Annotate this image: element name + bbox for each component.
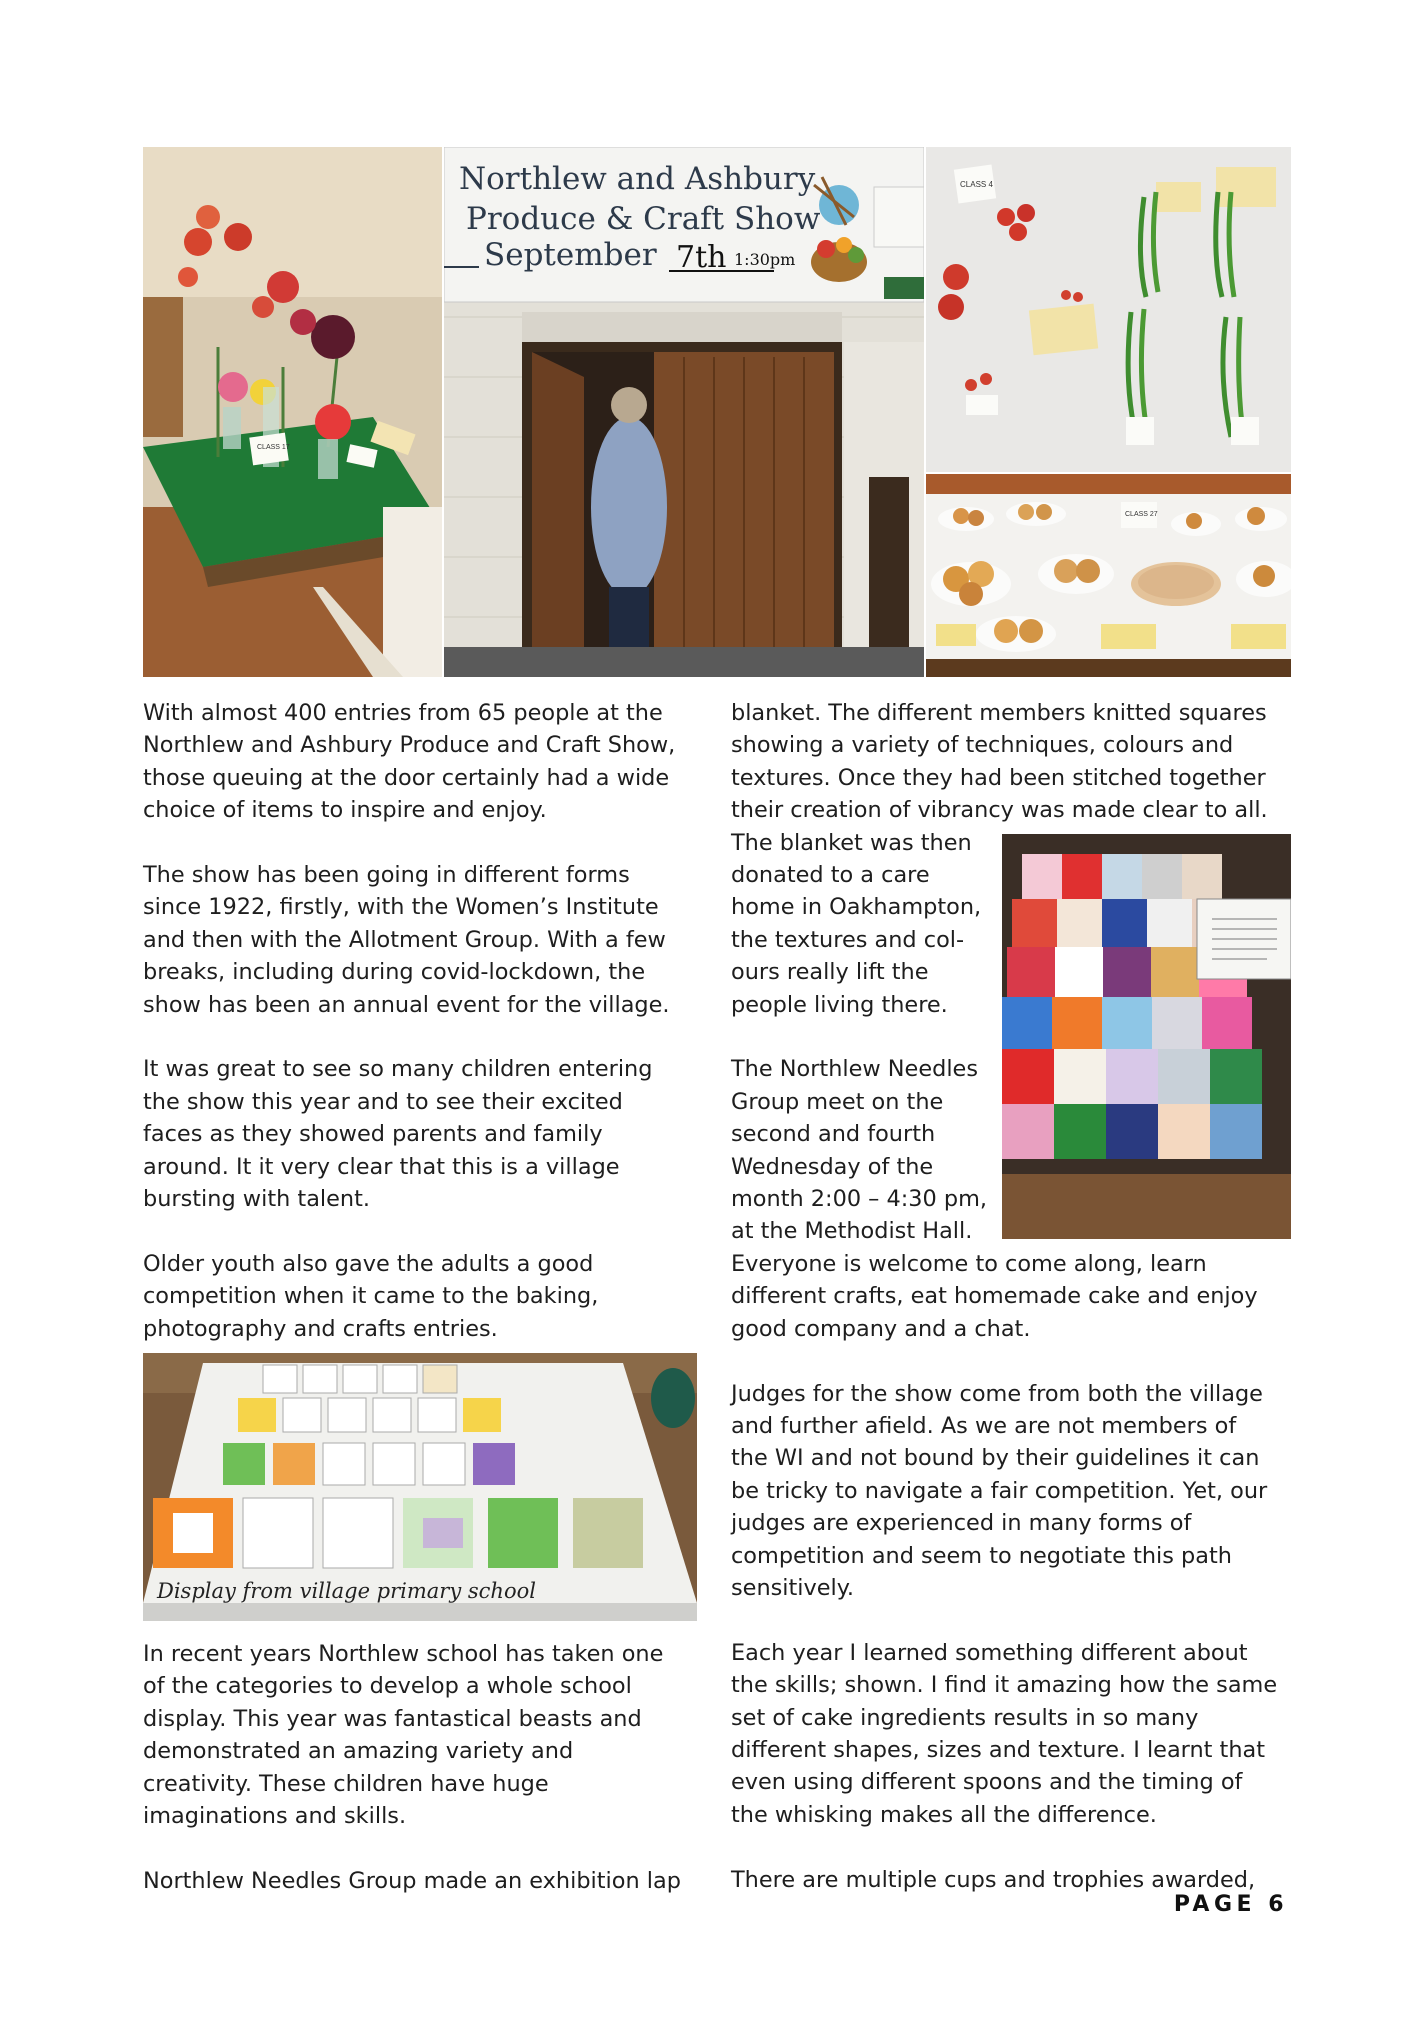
children-paragraph: It was great to see so many children entering the show this year and to see their excited faces as they showed parents and family around. It it very clear that this is a village bursting with talent. bbox=[143, 1056, 653, 1213]
cakes-photo bbox=[926, 474, 1291, 677]
banner-time: 1:30pm bbox=[734, 250, 796, 269]
intro-paragraph: With almost 400 entries from 65 people at the Northlew and Ashbury Produce and Craft Show, those queuing at the door certainly had a wide choice of items to inspire and enjoy. bbox=[143, 700, 676, 824]
skills-paragraph: Each year I learned something different about the skills; shown. I find it amazing how the same set of cake ingredients results in so many different shapes, sizes and texture. I learnt that even using different spoons and the timing of the whisking makes all the difference. bbox=[731, 1639, 1278, 1828]
needles-intro-paragraph: Northlew Needles Group made an exhibition lap bbox=[143, 1867, 681, 1894]
veg-class-card: CLASS 4 bbox=[960, 180, 993, 189]
history-paragraph: The show has been going in different forms since 1922, firstly, with the Women’s Institute and then with the Allotment Group. With a few breaks, including during covid-lockdown, the show has been an annual event for the village. bbox=[143, 862, 670, 1018]
left-column-bottom bbox=[143, 1638, 703, 1897]
blanket-donation-paragraph: The blanket was then donated to a care home in Oakhampton, the textures and col- ours really lift the people living there. bbox=[731, 829, 982, 1018]
children-display-caption: Display from village primary school bbox=[157, 1579, 536, 1603]
flowers-photo bbox=[143, 147, 442, 677]
needles-meeting-paragraph: The Northlew Needles Group meet on the second and fourth Wednesday of the month 2:00 – 4:30 pm, at the Methodist Hall. bbox=[731, 1056, 988, 1245]
children-display-photo bbox=[143, 1353, 697, 1621]
banner-line2: Produce & Craft Show bbox=[466, 201, 821, 237]
left-column-top bbox=[143, 697, 703, 1345]
banner-line3: September bbox=[484, 237, 657, 273]
judges-paragraph: Judges for the show come from both the village and further afield. As we are not members of the WI and not bound by their guidelines it can be tricky to navigate a fair competition. Yet, our judges are experienced in many forms of competition and seem to negotiate this path sensitively. bbox=[731, 1380, 1268, 1601]
vegetables-photo bbox=[926, 147, 1291, 472]
trophies-paragraph: There are multiple cups and trophies awarded, bbox=[731, 1866, 1256, 1893]
blanket-paragraph: blanket. The different members knitted squares showing a variety of techniques, colours and textures. Once they had been stitched together their creation of vibrancy was made clear to all. bbox=[731, 700, 1268, 824]
school-paragraph: In recent years Northlew school has taken one of the categories to develop a whole school display. This year was fantastical beasts and demonstrated an amazing variety and creativity. These children have huge imaginations and skills. bbox=[143, 1641, 664, 1830]
youth-paragraph: Older youth also gave the adults a good competition when it came to the baking, photography and crafts entries. bbox=[143, 1250, 599, 1342]
banner-date: 7th bbox=[676, 240, 727, 275]
banner-line1: Northlew and Ashbury bbox=[459, 161, 816, 197]
page-number: PAGE 6 bbox=[1173, 1892, 1288, 1917]
flowers-class-card: CLASS 17 bbox=[257, 444, 290, 451]
needles-welcome-paragraph: Everyone is welcome to come along, learn different crafts, eat homemade cake and enjoy good company and a chat. bbox=[731, 1250, 1258, 1342]
entrance-photo bbox=[444, 147, 924, 677]
cakes-class-card: CLASS 27 bbox=[1125, 511, 1158, 518]
right-column bbox=[731, 697, 1291, 1896]
